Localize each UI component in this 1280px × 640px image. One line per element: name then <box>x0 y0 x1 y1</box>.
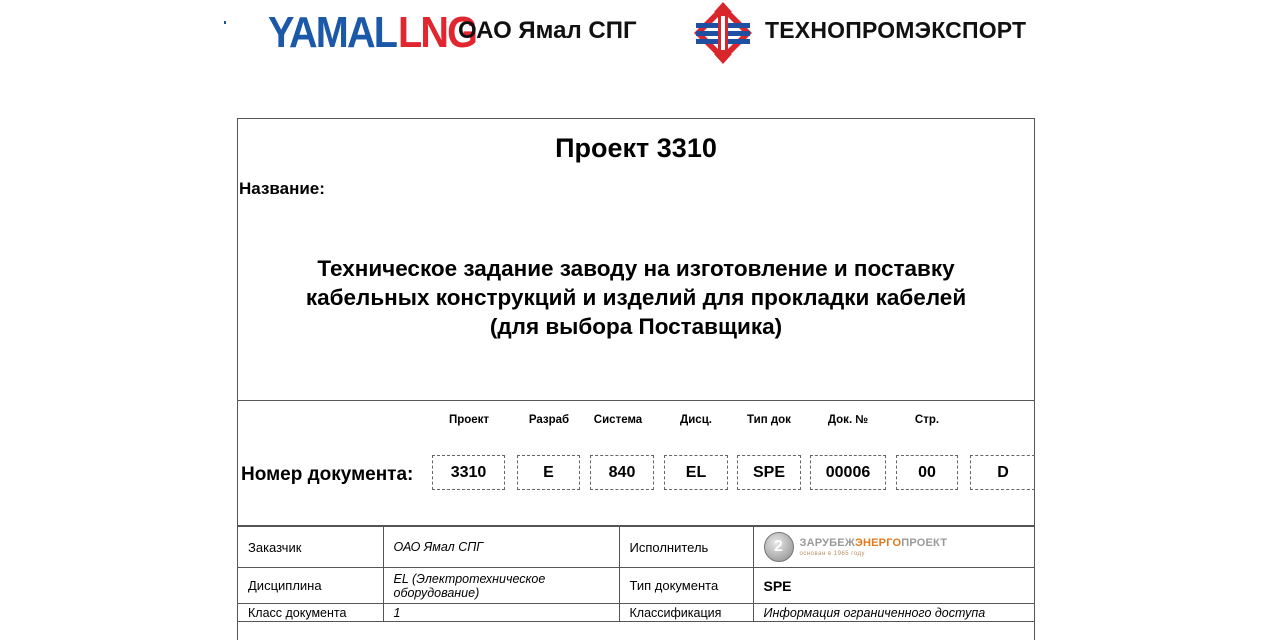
code-header-developer: Разраб <box>528 414 570 426</box>
discipline-label: Дисциплина <box>238 568 383 604</box>
doc-type-label: Тип документа <box>619 568 753 604</box>
customer-label: Заказчик <box>238 527 383 568</box>
document-title-block <box>237 118 1035 640</box>
doc-class-value: 1 <box>383 604 619 622</box>
zep-logo-text <box>800 538 948 557</box>
code-header-page: Стр. <box>914 414 940 426</box>
table-row <box>238 527 1035 568</box>
code-revision: D <box>970 455 1035 490</box>
code-header-system: Система <box>593 414 643 426</box>
zep-emblem-icon: 2 <box>764 532 794 562</box>
document-number-label: Номер документа: <box>241 464 414 485</box>
description-line: Техническое задание заводу на изготовление и поставку <box>317 256 955 281</box>
code-discipline: EL <box>664 455 728 490</box>
document-info-table <box>238 526 1035 622</box>
divider <box>238 400 1034 401</box>
discipline-value: EL (Электротехническое оборудование) <box>383 568 619 604</box>
name-label: Название: <box>239 179 325 198</box>
code-header-doc-type: Тип док <box>747 414 791 426</box>
project-title: Проект 3310 <box>555 133 717 163</box>
customer-value: ОАО Ямал СПГ <box>383 527 619 568</box>
code-doc-type: SPE <box>737 455 801 490</box>
zarubezhenergoproekt-logo <box>764 532 1026 562</box>
code-header-doc-number: Док. № <box>827 414 869 426</box>
description-line: (для выбора Поставщика) <box>489 314 783 339</box>
contractor-value <box>753 527 1035 568</box>
description-line: кабельных конструкций и изделий для прокладки кабелей <box>305 285 967 310</box>
contractor-label: Исполнитель <box>619 527 753 568</box>
classification-value: Информация ограниченного доступа <box>753 604 1035 622</box>
header-dot <box>224 21 226 24</box>
page-header <box>0 0 1280 70</box>
technopromexport-logo-icon <box>692 2 754 64</box>
code-doc-number: 00006 <box>810 455 886 490</box>
code-system: 840 <box>590 455 654 490</box>
doc-type-value: SPE <box>753 568 1035 604</box>
code-header-discipline: Дисц. <box>680 414 712 426</box>
lng-logo-text: LNG <box>398 8 477 57</box>
code-project: 3310 <box>432 455 505 490</box>
code-developer: E <box>517 455 580 490</box>
yamal-lng-logo <box>268 6 485 60</box>
classification-label: Классификация <box>619 604 753 622</box>
partner-name: ТЕХНОПРОМЭКСПОРТ <box>765 17 1027 43</box>
zep-logo-part: ПРОЕКТ <box>901 536 948 549</box>
doc-class-label: Класс документа <box>238 604 383 622</box>
zep-logo-part: ЗАРУБЕЖ <box>799 536 855 549</box>
code-header-project: Проект <box>448 414 490 426</box>
zep-logo-subtitle: основан в 1965 году <box>799 550 866 557</box>
code-page: 00 <box>896 455 958 490</box>
zep-logo-part: ЭНЕРГО <box>854 536 902 549</box>
yamal-logo-text: YAMAL <box>268 8 397 57</box>
table-row <box>238 604 1035 622</box>
document-description <box>238 254 1034 341</box>
table-row <box>238 568 1035 604</box>
company-name: ОАО Ямал СПГ <box>458 17 637 44</box>
zep-logo-main <box>800 538 948 549</box>
